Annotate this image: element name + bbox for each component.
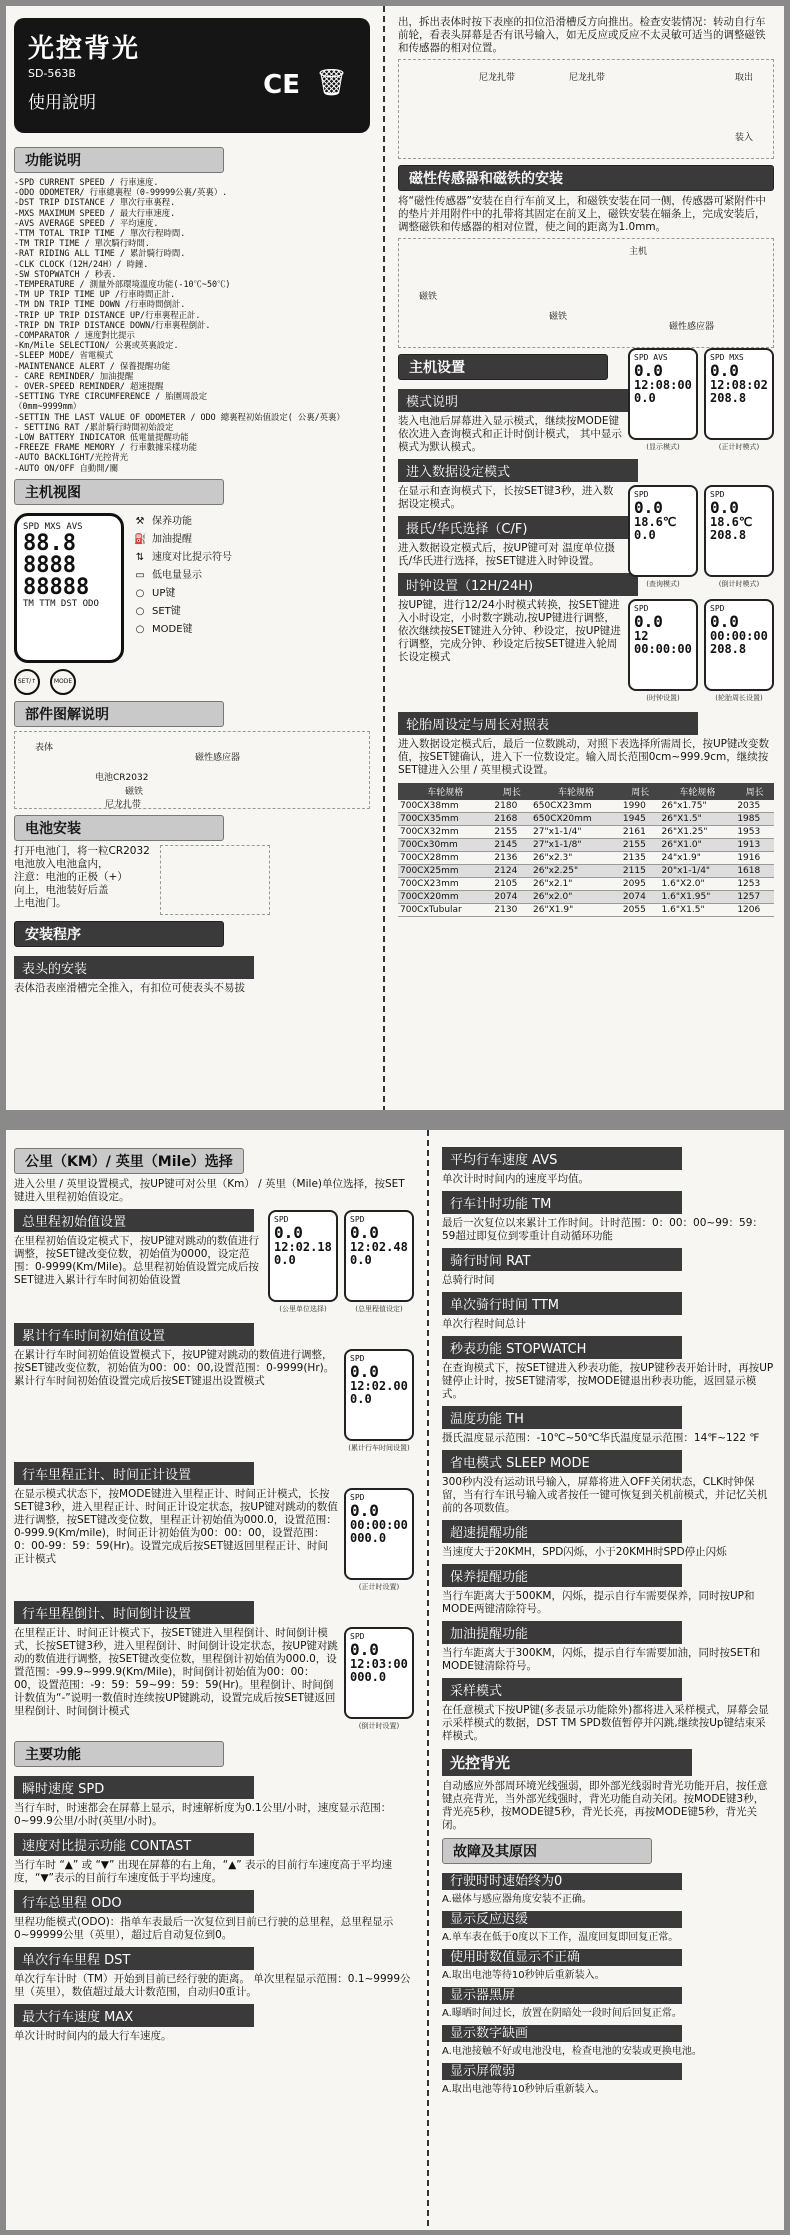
main-unit-display: SPD MXS AVS 88.8 8888 88888 TM TTM DST ODO xyxy=(14,513,124,663)
ttm-text: 单次行程时间总计 xyxy=(442,1318,526,1330)
lcd-count-up-set: SPD 0.0 00:00:00 000.0 xyxy=(344,1488,414,1580)
table-cell: 26"x2.1" xyxy=(531,878,621,891)
temp-text: 进入数据设定模式后，按UP键可对 温度单位摄氏/华氏进行选择，按SET键进入时钟设置。 xyxy=(398,542,615,567)
overspeed-subheader: 超速提醒功能 xyxy=(442,1520,682,1543)
battery-header: 电池安装 xyxy=(14,815,224,841)
table-cell: 2095 xyxy=(621,878,660,891)
table-cell: 2135 xyxy=(621,852,660,865)
table-cell: 700CX23mm xyxy=(398,878,492,891)
product-title: 光控背光 xyxy=(28,34,141,64)
lcd-count-up-mode: SPD MXS 0.0 12:08:02 208.8 xyxy=(704,348,774,440)
stopwatch-text: 在查询模式下，按SET键进入秒表功能，按UP键秒表开始计时，再按UP键停止计时，按SET键清零，按MODE键退出秒表功能，返回显示模式。 xyxy=(442,1362,774,1400)
table-cell: 1990 xyxy=(621,800,660,813)
km-header: 公里（KM）/ 英里（Mile）选择 xyxy=(14,1148,244,1174)
table-cell: 2074 xyxy=(492,891,531,904)
function-item: -TM DN TRIP TIME DOWN /行車時間倒計. xyxy=(14,299,186,310)
troubleshoot-header: 故障及其原因 xyxy=(442,1838,652,1864)
set-button[interactable]: SET/↑ xyxy=(14,669,40,695)
view-legend: ⚒ 保养功能 ⛽ 加油提醒 ⇅ 速度对比提示符号 ▭ 低电量显示 ○ UP键 ○ SET键 ○ MODE键 xyxy=(134,513,232,695)
table-cell: 2105 xyxy=(492,878,531,891)
fold-line xyxy=(427,1130,429,2230)
count-down-subheader: 行车里程倒计、时间倒计设置 xyxy=(14,1601,254,1624)
odo-subheader: 行车总里程 ODO xyxy=(14,1890,254,1913)
table-cell: 2124 xyxy=(492,865,531,878)
table-cell: 1618 xyxy=(735,865,774,878)
setup-header: 主机设置 xyxy=(398,354,608,380)
table-cell: 2161 xyxy=(621,826,660,839)
lcd-tyre-setting: SPD 0.0 00:00:00 208.8 xyxy=(704,599,774,691)
function-item: -TM UP TRIP TIME UP /行車時間正計. xyxy=(14,289,176,300)
table-cell: 700CX35mm xyxy=(398,813,492,826)
clock-subheader: 时钟设置（12H/24H) xyxy=(398,573,638,596)
function-item: -TRIP UP TRIP DISTANCE UP/行車裏程正計. xyxy=(14,309,201,320)
table-cell: 2155 xyxy=(621,839,660,852)
function-item: -CLK CLOCK（12H/24H）/ 時鐘. xyxy=(14,258,149,269)
function-item: -AUTO BACKLIGHT/光控背光 xyxy=(14,452,129,463)
clock-lcds: SPD 0.0 12 00:00:00 (时钟设置) SPD 0.0 00:00:00 208.8 (轮胎周长设置) xyxy=(628,599,774,703)
mount-diagram: 尼龙扎带 尼龙扎带 取出 装入 xyxy=(398,59,774,159)
tyre-subheader: 轮胎周设定与周长对照表 xyxy=(398,712,698,735)
dst-subheader: 单次行车里程 DST xyxy=(14,1947,254,1970)
table-row xyxy=(398,839,774,852)
dn-lcd: SPD 0.0 12:03:00 000.0 (倒计时设置) xyxy=(344,1627,414,1731)
battery-line: 向上，电池装好后盖 xyxy=(14,883,109,896)
table-cell: 26"X1.25" xyxy=(660,826,736,839)
table-row xyxy=(398,852,774,865)
head-install-text: 表体沿表座滑槽完全推入，有扣位可使表头不易拔 xyxy=(14,981,245,994)
tyre-text: 进入数据设定模式后，最后一位数跳动，对照下表选择所需周长，按UP键改变数值，按SET键确认，进入下一位数设定。输入周长范围0cm~999.9cm，继续按SET键进入公里 / 英里模式设置。 xyxy=(398,738,770,776)
battery-line: 电池放入电池盒内， xyxy=(14,857,109,870)
function-item: -ODO ODOMETER/ 行車總裏程（0-99999公裏/英裏）. xyxy=(14,187,228,198)
table-cell: 27"x1-1/4" xyxy=(531,826,621,839)
fuel-subheader: 加油提醒功能 xyxy=(442,1621,682,1644)
count-up-text: 在显示模式状态下，按MODE键进入里程正计、时间正计模式，长按SET键3秒，进入里程正计、时间正计设定状态，按UP键对跳动的数值进行调整，按SET键改变位数，里程正计初始值为000.0，设置范围：0-999.9(Km/mile)，时间正计初始值为00：00：00，设置范围：0：00-99：59：59(Hr)。设置完成后按SET键返回里程正计、时间正计模式 xyxy=(14,1488,338,1565)
table-row xyxy=(398,878,774,891)
table-cell: 26"x1.75" xyxy=(660,800,736,813)
table-cell: 1913 xyxy=(735,839,774,852)
ttm-subheader: 单次骑行时间 TTM xyxy=(442,1292,682,1315)
parts-header: 部件图解说明 xyxy=(14,701,224,727)
fold-line xyxy=(383,6,385,1110)
fault-question: 显示器黑屏 xyxy=(442,1987,682,2004)
battery-line: 注意：电池的正极（+） xyxy=(14,870,128,883)
function-item: -SPD CURRENT SPEED / 行車速度. xyxy=(14,177,159,187)
function-item: -AVS AVERAGE SPEED / 平均速度. xyxy=(14,217,159,228)
tyre-col-header: 周长 xyxy=(492,783,531,800)
table-cell: 2115 xyxy=(621,865,660,878)
table-cell: 700CX20mm xyxy=(398,891,492,904)
table-cell: 24"x1.9" xyxy=(660,852,736,865)
fault-answer: A.取出电池等待10秒钟后重新装入。 xyxy=(442,1970,605,1981)
table-cell: 1945 xyxy=(621,813,660,826)
table-cell: 700Cx30mm xyxy=(398,839,492,852)
fault-question: 显示反应迟缓 xyxy=(442,1911,682,1928)
odo-lcds: SPD 0.0 12:02.18 0.0 (公里单位选择) SPD 0.0 12:02.48 0.0 (总里程值设定) xyxy=(268,1210,414,1314)
function-item: - SETTING RAT /累計騎行時間初始設定 xyxy=(14,421,174,432)
table-cell: 2168 xyxy=(492,813,531,826)
avs-subheader: 平均行车速度 AVS xyxy=(442,1147,682,1170)
table-cell: 26"x2.3" xyxy=(531,852,621,865)
wrench-icon: ⚒ xyxy=(135,515,145,527)
sheet2-right-column xyxy=(432,1130,784,2230)
temp-func-text: 摄氏温度显示范围：-10℃~50℃华氏温度显示范围：14℉~122 ℉ xyxy=(442,1432,760,1444)
function-item: -MAINTENANCE ALERT / 保養提醒功能 xyxy=(14,360,171,371)
table-cell: 26"x2.25" xyxy=(531,865,621,878)
function-item: -TRIP DN TRIP DISTANCE DOWN/行車裏程倒計. xyxy=(14,319,211,330)
main-functions-header: 主要功能 xyxy=(14,1741,224,1767)
table-cell: 26"x2.0" xyxy=(531,891,621,904)
table-row xyxy=(398,826,774,839)
function-item: -RAT RIDING ALL TIME / 累計騎行時間. xyxy=(14,248,186,259)
tyre-col-header: 车轮规格 xyxy=(531,783,621,800)
sample-text: 在任意模式下按UP键(多表显示功能除外)都将进入采样模式，屏幕会显示采样模式的数据，DST TM SPD数值暂停并闪跳,继续按Up键结束采样模式。 xyxy=(442,1704,769,1742)
sample-subheader: 采样模式 xyxy=(442,1678,682,1701)
table-cell: 1916 xyxy=(735,852,774,865)
fault-question: 使用时数值显示不正确 xyxy=(442,1949,682,1966)
lcd-odo-set: SPD 0.0 12:02.48 0.0 xyxy=(344,1210,414,1302)
temp-subheader: 摄氏/华氏选择（C/F) xyxy=(398,516,638,539)
lcd-clock-setting: SPD 0.0 12 00:00:00 xyxy=(628,599,698,691)
table-cell: 700CX38mm xyxy=(398,800,492,813)
compare-arrows-icon: ⇅ xyxy=(135,551,145,563)
function-item: -FREEZE FRAME MEMORY / 行車數據采樣功能 xyxy=(14,442,197,453)
function-item: -SLEEP MODE/ 省電模式 xyxy=(14,350,114,361)
manual-sheet-1 xyxy=(6,6,784,1110)
enter-set-subheader: 进入数据设定模式 xyxy=(398,459,638,482)
sensor-text: 将“磁性传感器”安装在自行车前叉上，和磁铁安装在同一侧，传感器可紧附件中的垫片并用附件中的扎带将其固定在前叉上，磁铁安装在辐条上，完成安装后，调整磁铁和传感器的相对位置，使之间的距离为1.0mm。 xyxy=(398,195,766,233)
table-row xyxy=(398,865,774,878)
table-cell: 27"x1-1/8" xyxy=(531,839,621,852)
table-row xyxy=(398,813,774,826)
fault-answer: A.单车表在低于0度以下工作，温度回复即回复正常。 xyxy=(442,1932,679,1943)
backlight-text: 自动感应外部周环境光线强弱，即外部光线弱时背光功能开启，按任意键点亮背光，当外部光线强时，背光功能自动关闭。按MODE键3秒，背光亮5秒，按MODE键5秒，背光长亮，再按MODE键5秒，背光关闭。 xyxy=(442,1780,768,1831)
install-header: 安装程序 xyxy=(14,921,224,947)
main-view-header: 主机视图 xyxy=(14,479,224,505)
fault-question: 显示屏微弱 xyxy=(442,2063,682,2080)
table-cell: 2035 xyxy=(735,800,774,813)
tyre-col-header: 车轮规格 xyxy=(398,783,492,800)
table-cell: 26"X1.5" xyxy=(660,813,736,826)
install-continued-text: 出，拆出表体时按下表座的扣位沿滑槽反方向推出。检查安装情况：转动自行车前轮，看表头屏幕是否有讯号输入，如无反应或反应不太灵敏可适当的调整磁铁和传感器的相对位置。 xyxy=(398,16,766,54)
lcd-count-down-mode: SPD 0.0 18.6℃ 208.8 xyxy=(704,485,774,577)
manual-sheet-2 xyxy=(6,1130,784,2230)
rat-lcd: SPD 0.0 12:02.00 0.0 (累计行车时间设置) xyxy=(344,1349,414,1453)
function-item: （0mm~9999mm） xyxy=(14,401,82,412)
odo-init-subheader: 总里程初始值设置 xyxy=(14,1209,254,1232)
tm-subheader: 行车计时功能 TM xyxy=(442,1191,682,1214)
mode-subheader: 模式说明 xyxy=(398,389,638,412)
parts-diagram: 表体 磁性感应器 电池CR2032 磁铁 尼龙扎带 xyxy=(14,731,370,809)
odo-text: 里程功能模式(ODO)：指单车表最后一次复位到目前已行驶的总里程，总里程显示0~99999公里（英里），超过后自动复位到0。 xyxy=(14,1916,394,1941)
stopwatch-subheader: 秒表功能 STOPWATCH xyxy=(442,1336,682,1359)
table-cell: 1953 xyxy=(735,826,774,839)
sleep-subheader: 省电模式 SLEEP MODE xyxy=(442,1450,682,1473)
table-cell: 1257 xyxy=(735,891,774,904)
function-item: -Km/Mile SELECTION/ 公裏或英裏設定. xyxy=(14,340,179,351)
tyre-col-header: 周长 xyxy=(621,783,660,800)
sleep-text: 300秒内没有运动讯号输入，屏幕将进入OFF关闭状态，CLK时钟保留，当有行车讯号输入或者按任一键可恢复到关机前模式，并记忆关机前的各项数值。 xyxy=(442,1476,768,1514)
km-text: 进入公里 / 英里设置模式，按UP键可对公里（Km） / 英里（Mile)单位选择，按SET键进入里程初始值设定。 xyxy=(14,1178,405,1203)
manual-subtitle: 使用說明 xyxy=(28,93,96,113)
table-cell: 650CX23mm xyxy=(531,800,621,813)
table-cell: 20"x1-1/4" xyxy=(660,865,736,878)
model-number: SD-563B xyxy=(28,67,76,80)
tyre-col-header: 车轮规格 xyxy=(660,783,736,800)
function-list xyxy=(14,177,370,473)
odo-init-text: 在里程初始值设定模式下，按UP键对跳动的数值进行调整，按SET键改变位数，初始值为0000，设定范围：0-9999(Km/Mile)。总里程初始值设置完成后按SET键进入累计行车时间初始值设置 xyxy=(14,1235,260,1286)
table-cell: 1.6"X1.5" xyxy=(660,904,736,917)
table-row xyxy=(398,891,774,904)
backlight-header: 光控背光 xyxy=(442,1749,692,1776)
fuel-text: 当行车距离大于300KM，闪烁，提示自行车需要加油，同时按SET和MODE键清除符号。 xyxy=(442,1647,761,1672)
sheet1-right-column xyxy=(388,6,784,1110)
tyre-col-header: 周长 xyxy=(735,783,774,800)
rat-init-subheader: 累计行车时间初始值设置 xyxy=(14,1323,254,1346)
table-cell: 2055 xyxy=(621,904,660,917)
spd-subheader: 瞬时速度 SPD xyxy=(14,1776,254,1799)
fault-answer: A.电池接触不好或电池没电，检查电池的安装或更换电池。 xyxy=(442,2046,702,2057)
fault-question: 显示数字缺画 xyxy=(442,2025,682,2042)
table-row xyxy=(398,800,774,813)
temp-func-subheader: 温度功能 TH xyxy=(442,1406,682,1429)
rat-init-text: 在累计行车时间初始值设置模式下，按UP键对跳动的数值进行调整，按SET键改变位数，初始值为00：00：00,设置范围：0-9999(Hr)。累计行车时间初始值设置完成后按SET键退出设置模式 xyxy=(14,1349,335,1387)
main-view-figure xyxy=(14,513,370,695)
maintenance-subheader: 保养提醒功能 xyxy=(442,1564,682,1587)
max-subheader: 最大行车速度 MAX xyxy=(14,2004,254,2027)
tyre-table xyxy=(398,783,774,917)
up-lcd: SPD 0.0 00:00:00 000.0 (正计时设置) xyxy=(344,1488,414,1592)
lcd-display-mode: SPD AVS 0.0 12:08:00 0.0 xyxy=(628,348,698,440)
function-item: -DST TRIP DISTANCE / 單次行車裏程. xyxy=(14,197,176,208)
function-item: -SETTIN THE LAST VALUE OF ODOMETER / ODO 總裏程初始值設定( 公裏/英裏） xyxy=(14,411,345,422)
table-cell: 1.6"X2.0" xyxy=(660,878,736,891)
function-item: -SETTING TYRE CIRCUMFERENCE / 胎圍周設定 xyxy=(14,391,208,402)
sheet2-left-column xyxy=(6,1130,424,2230)
function-item: -MXS MAXIMUM SPEED / 最大行車速度. xyxy=(14,207,176,218)
battery-figure xyxy=(160,845,270,915)
battery-line: 打开电池门，将一粒CR2032 xyxy=(14,844,150,857)
lcd-query-mode: SPD 0.0 18.6℃ 0.0 xyxy=(628,485,698,577)
functions-header: 功能说明 xyxy=(14,147,224,173)
table-cell: 2130 xyxy=(492,904,531,917)
mode-button[interactable]: MODE xyxy=(50,669,76,695)
set-key-icon: ○ xyxy=(135,605,145,617)
fuel-icon: ⛽ xyxy=(134,533,147,545)
count-up-subheader: 行车里程正计、时间正计设置 xyxy=(14,1462,254,1485)
table-cell: 700CX32mm xyxy=(398,826,492,839)
table-cell: 1206 xyxy=(735,904,774,917)
table-cell: 1985 xyxy=(735,813,774,826)
count-down-text: 在里程正计、时间正计模式下，按SET键进入里程倒计、时间倒计模式，长按SET键3秒，进入里程倒计、时间倒计设定状态，按UP键对跳动的数值进行调整，按SET键改变位数，里程倒计初始值为000.0，设置范围：-99.9~999.9(Km/Mile)，时间倒计初始值为00：00：00，设置范围：-9：59：59~99：59：59(Hr)。里程倒计、时间倒计数值为“-”说明一数值时连续按UP键跳动，设置完成后按SET键返回里程倒计、时间倒计模式 xyxy=(14,1627,338,1717)
query-lcds: SPD 0.0 18.6℃ 0.0 (查询模式) SPD 0.0 18.6℃ 208.8 (倒计时模式) xyxy=(628,485,774,589)
function-item: -TTM TOTAL TRIP TIME / 單次行程時間. xyxy=(14,228,186,239)
mode-text: 装入电池后屏幕进入显示模式，继续按MODE键依次进入查询模式和正计时倒计模式， 其中显示模式为默认模式。 xyxy=(398,415,622,453)
function-item: -SW STOPWATCH / 秒表. xyxy=(14,268,117,279)
table-cell: 700CxTubular xyxy=(398,904,492,917)
tm-text: 最后一次复位以来累计工作时间。计时范围：0：00：00~99：59：59超过即复位到零重计自动循环功能 xyxy=(442,1217,763,1242)
table-cell: 26"X1.0" xyxy=(660,839,736,852)
fault-question: 行驶时时速始终为0 xyxy=(442,1873,682,1890)
lcd-km-select: SPD 0.0 12:02.18 0.0 xyxy=(268,1210,338,1302)
function-item: - OVER-SPEED REMINDER/ 超速提醒 xyxy=(14,381,164,392)
table-cell: 1.6"X1.95" xyxy=(660,891,736,904)
function-item: -AUTO ON/OFF 自動開/關 xyxy=(14,462,119,473)
maintenance-text: 当行车距离大于500KM，闪烁，提示自行车需要保养，同时按UP和MODE两键清除符号。 xyxy=(442,1590,755,1615)
function-item: - CARE REMINDER/ 加油提醒 xyxy=(14,370,134,381)
spd-text: 当行车时，时速都会在屏幕上显示，时速解析度为0.1公里/小时，速度显示范围：0~99.9公里/小时(英里/小时)。 xyxy=(14,1802,392,1827)
table-cell: 2180 xyxy=(492,800,531,813)
weee-bin-icon: 🗑 xyxy=(314,68,348,98)
table-cell: 2145 xyxy=(492,839,531,852)
lcd-rat-set: SPD 0.0 12:02.00 0.0 xyxy=(344,1349,414,1441)
contrast-subheader: 速度对比提示功能 CONTAST xyxy=(14,1833,254,1856)
head-install-subheader: 表头的安装 xyxy=(14,956,254,979)
rat-subheader: 骑行时间 RAT xyxy=(442,1248,682,1271)
up-key-icon: ○ xyxy=(135,587,145,599)
bike-diagram: 主机 磁铁 磁铁 磁性感应器 xyxy=(398,238,774,348)
table-cell: 2074 xyxy=(621,891,660,904)
clock-text: 按UP键，进行12/24小时模式转换，按SET键进入小时设定，小时数字跳动,按UP键进行调整，依次继续按SET键进入分钟、秒设定，按UP键进行调整，完成分钟、秒设定后按SET键进入轮周长设定模式 xyxy=(398,599,621,663)
cover-panel xyxy=(14,18,370,133)
fault-answer: A.曝晒时间过长，放置在阴暗处一段时间后回复正常。 xyxy=(442,2008,682,2019)
mode-lcds: SPD AVS 0.0 12:08:00 0.0 (显示模式) SPD MXS 0.0 12:08:02 208.8 (正计时模式) xyxy=(628,348,774,452)
table-cell: 700CX28mm xyxy=(398,852,492,865)
battery-low-icon: ▭ xyxy=(135,569,145,581)
lcd-count-down-set: SPD 0.0 12:03:00 000.0 xyxy=(344,1627,414,1719)
avs-text: 单次计时时间内的速度平均值。 xyxy=(442,1173,589,1185)
fault-list xyxy=(442,1873,774,2096)
battery-line: 上电池门。 xyxy=(14,896,67,909)
max-text: 单次计时时间内的最大行车速度。 xyxy=(14,2030,172,2042)
mode-key-icon: ○ xyxy=(135,623,145,635)
fault-answer: A.取出电池等待10秒钟后重新装入。 xyxy=(442,2084,605,2095)
battery-instructions xyxy=(14,845,150,915)
contrast-text: 当行车时 “▲” 或 “▼” 出现在屏幕的右上角，“▲” 表示的目前行车速度高于平均速度，“▼”表示的目前行车速度低于平均速度。 xyxy=(14,1859,393,1884)
function-item: -COMPARATOR / 速度對比提示 xyxy=(14,330,135,341)
table-row xyxy=(398,904,774,917)
sensor-header: 磁性传感器和磁铁的安装 xyxy=(398,165,774,191)
sheet1-left-column xyxy=(6,6,380,1110)
table-cell: 650CX20mm xyxy=(531,813,621,826)
table-cell: 1253 xyxy=(735,878,774,891)
dst-text: 单次行车计时（TM）开始到目前已经行驶的距离。 单次里程显示范围：0.1~9999公里（英里），数值超过最大计数范围，自动归0重计。 xyxy=(14,1973,411,1998)
rat-text: 总骑行时间 xyxy=(442,1274,495,1286)
function-item: -TEMPERATURE / 測量外部環境溫度功能(-10℃~50℃) xyxy=(14,279,231,290)
table-cell: 700CX25mm xyxy=(398,865,492,878)
table-cell: 26"X1.9" xyxy=(531,904,621,917)
function-item: -LOW BATTERY INDICATOR 低電量提醒功能 xyxy=(14,432,189,443)
function-item: -TM TRIP TIME / 單次騎行時間. xyxy=(14,238,150,249)
ce-mark-icon: CE xyxy=(263,70,300,100)
enter-set-text: 在显示和查询模式下，长按SET键3秒，进入数据设定模式。 xyxy=(398,485,614,510)
overspeed-text: 当速度大于20KMH，SPD闪烁，小于20KMH时SPD停止闪烁 xyxy=(442,1546,727,1558)
fault-answer: A.磁体与感应器角度安装不正确。 xyxy=(442,1894,592,1905)
table-cell: 2155 xyxy=(492,826,531,839)
table-cell: 2136 xyxy=(492,852,531,865)
